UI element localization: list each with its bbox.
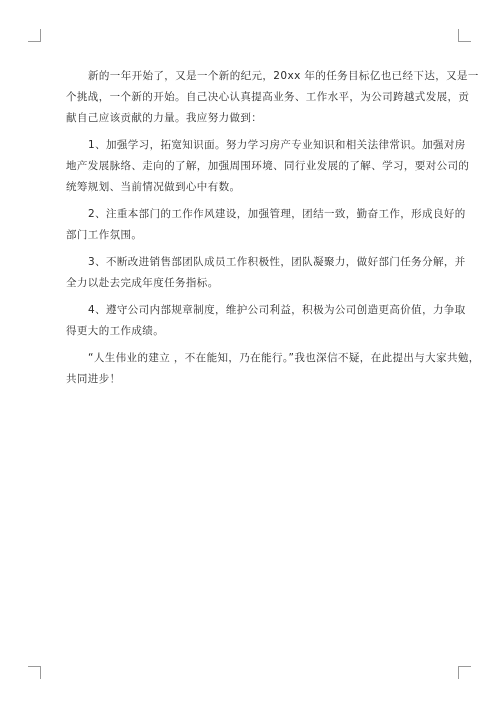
- text-line: 献自己应该贡献的力量。我应努力做到：: [66, 112, 263, 124]
- paragraph-item-3: [66, 252, 466, 294]
- text-line: 得更大的工作成绩。: [66, 325, 165, 337]
- text-line: 4、遵守公司内部规章制度，维护公司利益，积极为公司创造更高价值，力争取: [88, 304, 466, 316]
- text-line: 个挑战，一个新的开始。自己决心认真提高业务、工作水平，为公司跨越式发展，贡: [66, 91, 470, 103]
- text-line: 部门工作氛围。: [66, 229, 143, 241]
- text-line: 3、不断改进销售部团队成员工作积极性，团队凝聚力，做好部门任务分解，并: [88, 256, 466, 268]
- crop-mark-bottom-left: [28, 666, 41, 679]
- crop-mark-top-right: [458, 29, 471, 42]
- paragraph-item-1: [66, 135, 470, 198]
- paragraph-intro: [66, 66, 479, 129]
- paragraph-closing: [66, 348, 480, 390]
- text-line: 新的一年开始了，又是一个新的纪元，20xx 年的任务目标亿也已经下达，又是一: [88, 70, 479, 82]
- paragraph-item-4: [66, 300, 466, 342]
- text-line: 统筹规划、当前情况做到心中有数。: [66, 181, 241, 193]
- text-line: 地产发展脉络、走向的了解，加强周围环境、同行业发展的了解、学习，要对公司的: [66, 160, 470, 172]
- paragraph-item-2: [66, 204, 466, 246]
- crop-mark-bottom-right: [458, 666, 471, 679]
- text-line: 2、注重本部门的工作作风建设，加强管理，团结一致，勤奋工作，形成良好的: [88, 208, 466, 220]
- text-line: 全力以赴去完成年度任务指标。: [66, 277, 219, 289]
- text-line: 共同进步！: [66, 373, 121, 385]
- crop-mark-top-left: [28, 29, 41, 42]
- text-line: 1、加强学习，拓宽知识面。努力学习房产专业知识和相关法律常识。加强对房: [88, 139, 466, 151]
- document-body: [66, 66, 480, 396]
- text-line: “人生伟业的建立 ，不在能知，乃在能行。”我也深信不疑，在此提出与大家共勉，: [88, 352, 480, 364]
